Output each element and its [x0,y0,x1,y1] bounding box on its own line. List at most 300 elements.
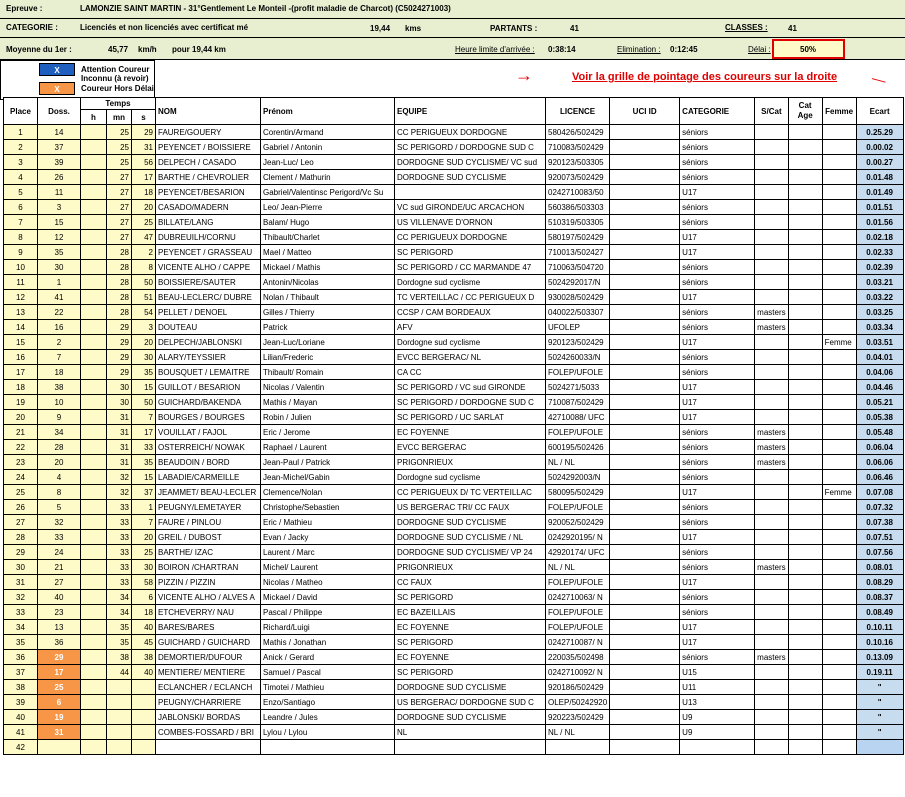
equipe-cell: EVCC BERGERAC/ NL [395,350,546,365]
nom-cell: MENTIERE/ MENTIERE [156,665,261,680]
time-s-cell: 2 [132,245,156,260]
scat-cell [755,680,788,695]
elimination-label: Elimination : [617,45,661,54]
equipe-cell: CA CC [395,365,546,380]
doss-cell: 6 [38,695,81,710]
ecart-cell: " [856,710,903,725]
catage-cell [788,485,822,500]
uci-cell [610,635,680,650]
place-cell: 33 [4,605,38,620]
equipe-cell: EVCC BERGERAC [395,440,546,455]
time-h-cell [81,575,107,590]
prenom-cell: Nolan / Thibault [261,290,395,305]
catage-cell [788,470,822,485]
table-row [4,515,904,530]
place-cell: 12 [4,290,38,305]
time-s-cell: 20 [132,335,156,350]
col-doss: Doss. [38,98,81,125]
doss-cell: 29 [38,650,81,665]
categorie-cell: U17 [680,335,755,350]
scat-cell [755,410,788,425]
time-h-cell [81,410,107,425]
uci-cell [610,740,680,755]
equipe-cell: DORDOGNE SUD CYCLISME [395,515,546,530]
nom-cell: PEUGNY/CHARRIERE [156,695,261,710]
place-cell: 15 [4,335,38,350]
ecart-cell: 0.07.08 [856,485,903,500]
unknown-legend-text: Attention Coureur Inconnu (à revoir) [81,65,150,83]
uci-cell [610,590,680,605]
nom-cell: PELLET / DENOEL [156,305,261,320]
doss-cell: 22 [38,305,81,320]
prenom-cell: Pascal / Philippe [261,605,395,620]
nom-cell: BARES/BARES [156,620,261,635]
femme-cell [822,260,856,275]
place-cell: 3 [4,155,38,170]
time-mn-cell: 44 [107,665,132,680]
licence-cell: 040022/503307 [546,305,610,320]
time-mn-cell: 27 [107,170,132,185]
femme-cell [822,560,856,575]
nom-cell: FAURE/GOUERY [156,125,261,140]
doss-cell: 32 [38,515,81,530]
ecart-cell: 0.03.25 [856,305,903,320]
catage-cell [788,365,822,380]
categorie-cell: U17 [680,245,755,260]
catage-cell [788,545,822,560]
time-s-cell [132,695,156,710]
time-mn-cell: 33 [107,560,132,575]
place-cell: 27 [4,515,38,530]
time-mn-cell [107,695,132,710]
equipe-cell: SC PERIGORD / DORDOGNE SUD C [395,140,546,155]
uci-cell [610,350,680,365]
nom-cell: ETCHEVERRY/ NAU [156,605,261,620]
time-mn-cell: 34 [107,590,132,605]
prenom-cell: Corentin/Armand [261,125,395,140]
header-row-moyenne [0,38,905,60]
prenom-cell: Leo/ Jean-Pierre [261,200,395,215]
ecart-cell: 0.06.06 [856,455,903,470]
femme-cell [822,275,856,290]
femme-cell [822,545,856,560]
heure-limite-value: 0:38:14 [548,45,576,54]
table-row [4,350,904,365]
licence-cell: 920223/502429 [546,710,610,725]
catage-cell [788,410,822,425]
femme-cell [822,590,856,605]
nom-cell: BOISSIERE/SAUTER [156,275,261,290]
time-s-cell: 25 [132,215,156,230]
nom-cell: PEYENCET / BOISSIERE [156,140,261,155]
uci-cell [610,335,680,350]
hors-delai-legend-text: Coureur Hors Délai [81,84,154,93]
place-cell: 17 [4,365,38,380]
place-cell: 16 [4,350,38,365]
col-scat: S/Cat [755,98,788,125]
licence-cell: OLEP/50242920 [546,695,610,710]
time-mn-cell: 27 [107,215,132,230]
doss-cell: 10 [38,395,81,410]
place-cell: 34 [4,620,38,635]
distance-unit: kms [405,24,422,33]
time-s-cell: 45 [132,635,156,650]
femme-cell [822,620,856,635]
scat-cell [755,605,788,620]
licence-cell: FOLEP/UFOLE [546,575,610,590]
doss-cell: 30 [38,260,81,275]
femme-cell [822,470,856,485]
place-cell: 6 [4,200,38,215]
time-s-cell [132,740,156,755]
catage-cell [788,185,822,200]
time-s-cell: 37 [132,485,156,500]
licence-cell: FOLEP/UFOLE [546,620,610,635]
doss-cell: 16 [38,320,81,335]
categorie-cell: séniors [680,260,755,275]
catage-cell [788,680,822,695]
time-mn-cell: 31 [107,440,132,455]
time-s-cell: 33 [132,440,156,455]
time-h-cell [81,170,107,185]
catage-cell [788,290,822,305]
time-mn-cell [107,680,132,695]
ecart-cell: 0.08.01 [856,560,903,575]
place-cell: 40 [4,710,38,725]
prenom-cell: Jean-Paul / Patrick [261,455,395,470]
place-cell: 11 [4,275,38,290]
uci-cell [610,605,680,620]
time-s-cell: 31 [132,140,156,155]
elimination-value: 0:12:45 [670,45,698,54]
time-mn-cell: 32 [107,470,132,485]
place-cell: 13 [4,305,38,320]
time-s-cell [132,710,156,725]
scat-cell [755,395,788,410]
prenom-cell: Lylou / Lylou [261,725,395,740]
time-mn-cell: 28 [107,275,132,290]
table-row [4,560,904,575]
table-row [4,290,904,305]
table-row [4,245,904,260]
femme-cell [822,515,856,530]
time-h-cell [81,620,107,635]
prenom-cell: Gilles / Thierry [261,305,395,320]
time-mn-cell [107,725,132,740]
nom-cell: DELPECH / CASADO [156,155,261,170]
uci-cell [610,125,680,140]
time-h-cell [81,560,107,575]
catage-cell [788,125,822,140]
time-h-cell [81,380,107,395]
equipe-cell: DORDOGNE SUD CYCLISME / NL [395,530,546,545]
classes-value: 41 [788,24,797,33]
table-row [4,665,904,680]
femme-cell [822,710,856,725]
femme-cell [822,410,856,425]
table-row [4,710,904,725]
place-cell: 32 [4,590,38,605]
nom-cell: PIZZIN / PIZZIN [156,575,261,590]
table-row [4,470,904,485]
time-h-cell [81,530,107,545]
ecart-cell: 0.13.09 [856,650,903,665]
partants-label: PARTANTS : [490,24,538,33]
epreuve-title: LAMONZIE SAINT MARTIN - 31°Gentlement Le Monteil -(profit maladie de Charcot) (C5024271003) [80,4,451,13]
nom-cell: GUICHARD / GUICHARD [156,635,261,650]
catage-cell [788,425,822,440]
equipe-cell: SC PERIGORD / VC sud GIRONDE [395,380,546,395]
time-h-cell [81,515,107,530]
femme-cell: Femme [822,335,856,350]
time-h-cell [81,440,107,455]
categorie-cell: U17 [680,635,755,650]
scat-cell [755,575,788,590]
catage-cell [788,200,822,215]
col-femme: Femme [822,98,856,125]
catage-cell [788,665,822,680]
catage-cell [788,215,822,230]
equipe-cell: SC PERIGORD [395,590,546,605]
uci-cell [610,665,680,680]
licence-cell: 580197/502429 [546,230,610,245]
licence-cell: 5024260033/N [546,350,610,365]
time-mn-cell: 35 [107,620,132,635]
time-h-cell [81,740,107,755]
time-mn-cell: 33 [107,545,132,560]
arrow-right-icon: → [515,65,533,85]
categorie-cell: séniors [680,125,755,140]
scat-cell [755,365,788,380]
doss-cell: 4 [38,470,81,485]
col-s: s [132,110,156,125]
place-cell: 42 [4,740,38,755]
categorie-cell: séniors [680,215,755,230]
categorie-cell: U15 [680,665,755,680]
scat-cell [755,290,788,305]
prenom-cell [261,740,395,755]
femme-cell [822,380,856,395]
nom-cell: OSTERREICH/ NOWAK [156,440,261,455]
prenom-cell: Richard/Luigi [261,620,395,635]
equipe-cell: CC PERIGUEUX D/ TC VERTEILLAC [395,485,546,500]
time-h-cell [81,695,107,710]
prenom-cell: Gabriel/Valentinsc Perigord/Vc Su [261,185,395,200]
doss-cell: 33 [38,530,81,545]
prenom-cell: Jean-Luc/Loriane [261,335,395,350]
equipe-cell: SC PERIGORD / UC SARLAT [395,410,546,425]
col-equipe: EQUIPE [395,98,546,125]
uci-cell [610,380,680,395]
femme-cell [822,125,856,140]
time-mn-cell: 31 [107,410,132,425]
time-s-cell: 18 [132,185,156,200]
catage-cell [788,230,822,245]
nom-cell: VICENTE ALHO / ALVES A [156,590,261,605]
femme-cell [822,395,856,410]
time-h-cell [81,545,107,560]
categorie-cell: U17 [680,530,755,545]
nom-cell [156,740,261,755]
distance-value: 19,44 [370,24,391,33]
classes-label: CLASSES : [725,23,768,32]
doss-cell: 21 [38,560,81,575]
licence-cell: 0242920195/ N [546,530,610,545]
doss-cell: 18 [38,365,81,380]
prenom-cell: Lilian/Frederic [261,350,395,365]
header-row-categorie [0,19,905,38]
prenom-cell: Thibault/ Romain [261,365,395,380]
catage-cell [788,740,822,755]
femme-cell [822,695,856,710]
ecart-cell: 0.19.11 [856,665,903,680]
place-cell: 21 [4,425,38,440]
scat-cell [755,590,788,605]
doss-cell: 37 [38,140,81,155]
time-mn-cell: 30 [107,380,132,395]
results-body [4,125,904,755]
place-cell: 37 [4,665,38,680]
time-s-cell: 40 [132,620,156,635]
time-h-cell [81,290,107,305]
place-cell: 9 [4,245,38,260]
equipe-cell: VC sud GIRONDE/UC ARCACHON [395,200,546,215]
ecart-cell: 0.05.38 [856,410,903,425]
licence-cell: FOLEP/UFOLE [546,425,610,440]
uci-cell [610,470,680,485]
red-dash-icon: — [870,69,888,89]
catage-cell [788,155,822,170]
catage-cell [788,395,822,410]
nom-cell: BEAU-LECLERC/ DUBRE [156,290,261,305]
ecart-cell: 0.01.49 [856,185,903,200]
nom-cell: BARTHE/ IZAC [156,545,261,560]
catage-cell [788,515,822,530]
prenom-cell: Mickael / David [261,590,395,605]
prenom-cell: Mathis / Jonathan [261,635,395,650]
uci-cell [610,140,680,155]
nom-cell: JEAMMET/ BEAU-LECLER [156,485,261,500]
pointage-link[interactable]: Voir la grille de pointage des coureurs sur la droite [572,71,838,83]
licence-cell: 0242710087/ N [546,635,610,650]
time-mn-cell: 33 [107,530,132,545]
categorie-cell: U9 [680,725,755,740]
licence-cell: 600195/502426 [546,440,610,455]
heure-limite-label: Heure limite d'arrivée : [455,45,535,54]
table-row [4,140,904,155]
ecart-cell: 0.04.06 [856,365,903,380]
scat-cell [755,470,788,485]
femme-cell [822,245,856,260]
time-mn-cell: 25 [107,140,132,155]
equipe-cell: Dordogne sud cyclisme [395,470,546,485]
equipe-cell: CC FAUX [395,575,546,590]
time-h-cell [81,350,107,365]
categorie-cell: séniors [680,500,755,515]
col-place: Place [4,98,38,125]
catage-cell [788,620,822,635]
table-row [4,185,904,200]
uci-cell [610,500,680,515]
time-mn-cell: 34 [107,605,132,620]
time-s-cell: 6 [132,590,156,605]
uci-cell [610,155,680,170]
scat-cell: masters [755,650,788,665]
place-cell: 10 [4,260,38,275]
delai-label: Délai : [748,45,771,54]
prenom-cell: Anick / Gerard [261,650,395,665]
scat-cell [755,485,788,500]
time-h-cell [81,500,107,515]
time-mn-cell: 31 [107,425,132,440]
prenom-cell: Raphael / Laurent [261,440,395,455]
ecart-cell: 0.10.11 [856,620,903,635]
prenom-cell: Nicolas / Matheo [261,575,395,590]
uci-cell [610,620,680,635]
place-cell: 26 [4,500,38,515]
col-ecart: Ecart [856,98,903,125]
place-cell: 20 [4,410,38,425]
time-mn-cell: 35 [107,635,132,650]
scat-cell [755,260,788,275]
place-cell: 29 [4,545,38,560]
femme-cell [822,500,856,515]
time-h-cell [81,590,107,605]
time-s-cell: 38 [132,650,156,665]
prenom-cell: Thibault/Charlet [261,230,395,245]
equipe-cell: EC FOYENNE [395,620,546,635]
categorie-cell: U9 [680,710,755,725]
catage-cell [788,350,822,365]
time-s-cell: 3 [132,320,156,335]
categorie-cell: séniors [680,140,755,155]
categorie-cell: U17 [680,395,755,410]
catage-cell [788,335,822,350]
doss-cell: 38 [38,380,81,395]
prenom-cell: Gabriel / Antonin [261,140,395,155]
ecart-cell: 0.08.29 [856,575,903,590]
catage-cell [788,605,822,620]
uci-cell [610,170,680,185]
prenom-cell: Eric / Mathieu [261,515,395,530]
doss-cell [38,740,81,755]
time-s-cell: 18 [132,605,156,620]
time-s-cell: 17 [132,425,156,440]
licence-cell: 920123/502429 [546,335,610,350]
nom-cell: VOUILLAT / FAJOL [156,425,261,440]
catage-cell [788,725,822,740]
ecart-cell: 0.00.27 [856,155,903,170]
time-mn-cell: 27 [107,200,132,215]
prenom-cell: Timotei / Mathieu [261,680,395,695]
time-mn-cell: 33 [107,575,132,590]
licence-cell: 0242710083/50 [546,185,610,200]
doss-cell: 35 [38,245,81,260]
femme-cell [822,140,856,155]
doss-cell: 5 [38,500,81,515]
time-s-cell: 15 [132,470,156,485]
femme-cell [822,440,856,455]
ecart-cell: 0.07.32 [856,500,903,515]
doss-cell: 9 [38,410,81,425]
femme-cell [822,665,856,680]
uci-cell [610,725,680,740]
uci-cell [610,530,680,545]
nom-cell: VICENTE ALHO / CAPPE [156,260,261,275]
equipe-cell: EC FOYENNE [395,425,546,440]
catage-cell [788,260,822,275]
categorie-cell: séniors [680,650,755,665]
